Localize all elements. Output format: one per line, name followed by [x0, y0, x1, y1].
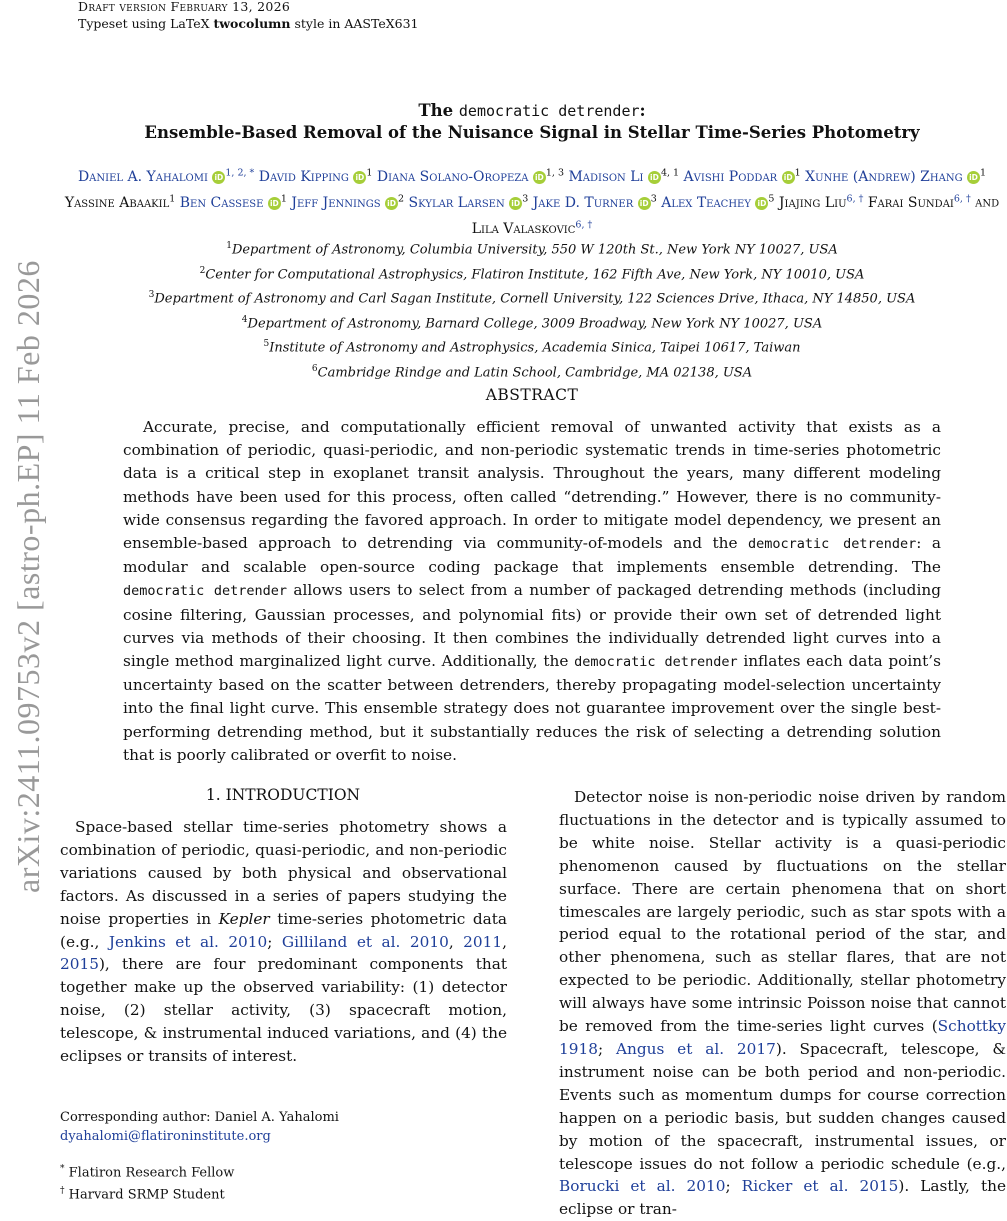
body-text: time-series photometric data (e.g.,: [60, 909, 507, 951]
affiliation-text: Center for Computational Astrophysics, Flatiron Institute, 162 Fifth Ave, New York, NY 10010, USA: [205, 266, 865, 282]
title-prefix: The: [418, 101, 459, 120]
body-text: Space-based stellar time-series photometry shows a combination of periodic, quasi-periodic, and non-periodic variations caused by both physical and observational factors. As discussed in a series of papers studying the noise properties in: [60, 818, 507, 928]
abstract-body: [123, 416, 941, 767]
orcid-icon[interactable]: iD: [967, 171, 980, 184]
separator: ;: [267, 932, 282, 951]
mission-name: Kepler: [218, 909, 270, 928]
affiliation: [60, 261, 1004, 286]
paper-title: [60, 100, 1004, 144]
footnotes: [60, 1160, 507, 1205]
author[interactable]: [409, 195, 529, 211]
package-name: democratic detrender: [748, 536, 917, 553]
orcid-icon[interactable]: iD: [648, 171, 661, 184]
orcid-icon[interactable]: iD: [782, 171, 795, 184]
author-affiliation-marks: 1: [794, 167, 801, 178]
affiliation-text: Cambridge Rindge and Latin School, Cambridge, MA 02138, USA: [317, 364, 753, 380]
affiliation-text: Department of Astronomy, Columbia University, 550 W 120th St., New York NY 10027, USA: [231, 242, 838, 258]
separator: ;: [597, 1039, 616, 1058]
author-affiliation-marks: 1: [366, 167, 373, 178]
author-affiliation-marks: 1: [980, 167, 987, 178]
orcid-icon[interactable]: iD: [533, 171, 546, 184]
orcid-icon[interactable]: iD: [268, 197, 281, 210]
abstract-text: : a modular and scalable open-source coding package that implements ensemble detrending. The: [123, 534, 941, 577]
author-list: [62, 162, 1002, 240]
author[interactable]: [377, 169, 564, 185]
author: [779, 195, 863, 211]
affiliation: [60, 334, 1004, 359]
affiliation-number: 1: [226, 241, 232, 251]
author[interactable]: [78, 169, 254, 185]
author-name[interactable]: Xunhe (Andrew) Zhang: [805, 168, 963, 185]
affiliation-text: Department of Astronomy and Carl Sagan Institute, Cornell University, 122 Sciences Drive, Ithaca, NY 14850, USA: [154, 291, 916, 307]
title-line-2: Ensemble-Based Removal of the Nuisance Signal in Stellar Time-Series Photometry: [144, 123, 920, 142]
author-name[interactable]: Daniel A. Yahalomi: [77, 168, 208, 185]
footnote-2: [60, 1182, 507, 1204]
typeset-suffix: style in AASTeX631: [290, 16, 419, 31]
citation-link[interactable]: Angus et al. 2017: [615, 1039, 776, 1058]
author-affiliation-marks: 1: [169, 193, 176, 205]
orcid-icon[interactable]: iD: [755, 197, 768, 210]
author[interactable]: [568, 169, 679, 185]
author[interactable]: [684, 169, 801, 185]
affiliation-text: Institute of Astronomy and Astrophysics, Academia Sinica, Taipei 10617, Taiwan: [269, 340, 801, 356]
footnote-mark: *: [60, 1164, 65, 1174]
affiliation-number: 4: [241, 314, 248, 325]
author[interactable]: [533, 195, 657, 211]
author-name[interactable]: Skylar Larsen: [408, 194, 505, 211]
author-affiliation-marks: 5: [768, 193, 775, 205]
right-column: [559, 786, 1006, 1221]
footnote-text: Harvard SRMP Student: [68, 1187, 225, 1203]
author-name[interactable]: Avishi Poddar: [683, 168, 778, 185]
author-affiliation-marks: 2: [398, 193, 405, 205]
title-line-1: [60, 100, 1004, 122]
affiliation: [60, 310, 1004, 335]
author-affiliation-marks: 3: [522, 193, 529, 205]
body-text: ). Spacecraft, telescope, & instrument noise can be both period and non-periodic. Events such as momentum dumps for course correction happen on a periodic basis, but sudden changes caused by motion of the spacecraft, instrumental issues, or telescope issues do not follow a periodic schedule (e.g.,: [559, 1039, 1006, 1173]
affiliation-list: [60, 236, 1004, 383]
author-affiliation-marks: 4, 1: [660, 167, 680, 178]
citation-link[interactable]: Ricker et al. 2015: [741, 1177, 899, 1196]
author-affiliation-marks: 1, 2, *: [225, 167, 255, 178]
orcid-icon[interactable]: iD: [212, 171, 225, 184]
author-affiliation-marks: 1: [280, 193, 287, 205]
author[interactable]: [805, 169, 986, 185]
author-name: Farai Sundai: [867, 194, 954, 211]
title-colon: :: [639, 101, 646, 120]
body-text: Detector noise is non-periodic noise driven by random fluctuations in the detector and is typically assumed to be white noise. Stellar activity is a quasi-periodic phenomenon caused by fluctuations on the stellar surface. There are certain phenomena that on short timescales are largely periodic, such as star spots with a period equal to the rotational period of the star, and other phenomena, such as stellar flares, that are not expected to be periodic. Additionally, stellar photometry will always have some intrinsic Poisson noise that cannot be removed from the time-series light curves (: [559, 788, 1006, 1036]
draft-version: Draft version February 13, 2026: [78, 0, 291, 14]
citation-link[interactable]: Gilliland et al. 2010: [281, 932, 449, 951]
abstract-paragraph: [123, 416, 941, 767]
citation-link[interactable]: 2015: [60, 955, 99, 974]
separator: ;: [725, 1177, 742, 1196]
citation-link[interactable]: 2011: [463, 932, 503, 951]
orcid-icon[interactable]: iD: [509, 197, 522, 210]
author-name[interactable]: Madison Li: [568, 168, 644, 185]
corresponding-author: [60, 1108, 507, 1146]
typeset-prefix: Typeset using: [78, 16, 171, 31]
separator: ,: [448, 932, 464, 951]
affiliation: [60, 236, 1004, 261]
citation-link[interactable]: Jenkins et al. 2010: [108, 932, 268, 951]
orcid-icon[interactable]: iD: [385, 197, 398, 210]
author-name[interactable]: Alex Teachey: [661, 194, 751, 211]
noise-paragraph: [559, 786, 1006, 1221]
affiliation-number: 5: [263, 339, 270, 350]
arxiv-stamp: arXiv:2411.09753v2 [astro-ph.EP] 11 Feb 2026: [10, 260, 46, 893]
author-name[interactable]: David Kipping: [258, 168, 349, 185]
author-name[interactable]: Ben Cassese: [179, 194, 264, 211]
typeset-style: twocolumn: [213, 16, 291, 31]
author-affiliation-marks: 6, †: [953, 193, 971, 205]
affiliation-number: 3: [148, 290, 155, 301]
abstract-text: allows users to select from a number of packaged detrending methods (including cosine filtering, Gaussian processes, and polynomial fits) or provide their own set of detrended light curves via methods of their choosing. It then combines the individually detrended light curves into a single method marginalized light curve. Additionally, the: [123, 581, 941, 671]
author[interactable]: [291, 195, 404, 211]
author: [472, 221, 593, 237]
author[interactable]: [661, 195, 774, 211]
affiliation-number: 6: [311, 363, 318, 374]
orcid-icon[interactable]: iD: [353, 171, 366, 184]
footnote-mark: †: [60, 1186, 65, 1197]
author: [868, 195, 971, 211]
author: [65, 195, 175, 211]
author-affiliation-marks: 6, †: [846, 193, 864, 205]
corresponding-author-label: Corresponding author: Daniel A. Yahalomi: [60, 1110, 339, 1125]
left-column: [60, 816, 507, 1068]
author-name[interactable]: Diana Solano-Oropeza: [376, 168, 529, 185]
package-name: democratic detrender: [123, 583, 288, 600]
affiliation-number: 2: [199, 265, 206, 276]
footnote-text: Flatiron Research Fellow: [68, 1165, 235, 1181]
author-name[interactable]: Jeff Jennings: [291, 194, 381, 211]
author[interactable]: [259, 169, 373, 185]
author-affiliation-marks: 6, †: [575, 219, 593, 231]
section-heading-introduction: 1. INTRODUCTION: [205, 786, 361, 804]
body-text: ). Lastly, the eclipse or tran-: [559, 1177, 1007, 1219]
package-name: democratic detrender: [574, 654, 738, 671]
citation-link[interactable]: Schottky 1918: [559, 1017, 1006, 1058]
citation-link[interactable]: Borucki et al. 2010: [559, 1177, 726, 1196]
footnote-1: [60, 1160, 507, 1182]
affiliation-text: Department of Astronomy, Barnard College, 3009 Broadway, New York NY 10027, USA: [247, 315, 823, 331]
author-affiliation-marks: 3: [650, 193, 657, 205]
abstract-text: inflates each data point’s uncertainty based on the scatter between detrenders, thereby propagating model-selection uncertainty into the final light curve. This ensemble strategy does not guarantee improvement over the single best-performing detrending method, but it substantially reduces the risk of selecting a detrending solution that is poorly calibrated or overfit to noise.: [123, 652, 941, 764]
separator: ,: [502, 932, 507, 951]
intro-paragraph: [60, 816, 507, 1068]
latex-logo: LaTeX: [170, 16, 210, 31]
author-affiliation-marks: 1, 3: [545, 167, 565, 178]
affiliation: [60, 285, 1004, 310]
author[interactable]: [180, 195, 287, 211]
author-name: Jiajing Liu: [778, 194, 847, 211]
author-name[interactable]: Jake D. Turner: [532, 194, 634, 211]
title-package-name: democratic detrender: [458, 102, 640, 120]
affiliation: [60, 359, 1004, 384]
body-text: ), there are four predominant components that together make up the observed variability: (1) detector noise, (2) stellar activity, (3) spacecraft motion, telescope, & instrumental induced variations, and (4) the eclipses or transits of interest.: [60, 955, 507, 1066]
typeset-line: [78, 15, 419, 32]
orcid-icon[interactable]: iD: [638, 197, 651, 210]
running-header: [78, 0, 419, 32]
abstract-heading: ABSTRACT: [485, 386, 579, 404]
authors-and: and: [975, 194, 1000, 211]
author-name: Yassine Abaakil: [64, 194, 170, 211]
abstract-text: Accurate, precise, and computationally efficient removal of unwanted activity that exists as a combination of periodic, quasi-periodic, and non-periodic systematic trends in time-series photometric data is a critical step in exoplanet transit analysis. Throughout the years, many different modeling methods have been used for this process, often called “detrending.” However, there is no community-wide consensus regarding the favored approach. In order to mitigate model dependency, we present an ensemble-based approach to detrending via community-of-models and the: [123, 418, 941, 553]
author-name: Lila Valaskovic: [471, 220, 576, 237]
email-link[interactable]: dyahalomi@flatironinstitute.org: [60, 1129, 271, 1144]
